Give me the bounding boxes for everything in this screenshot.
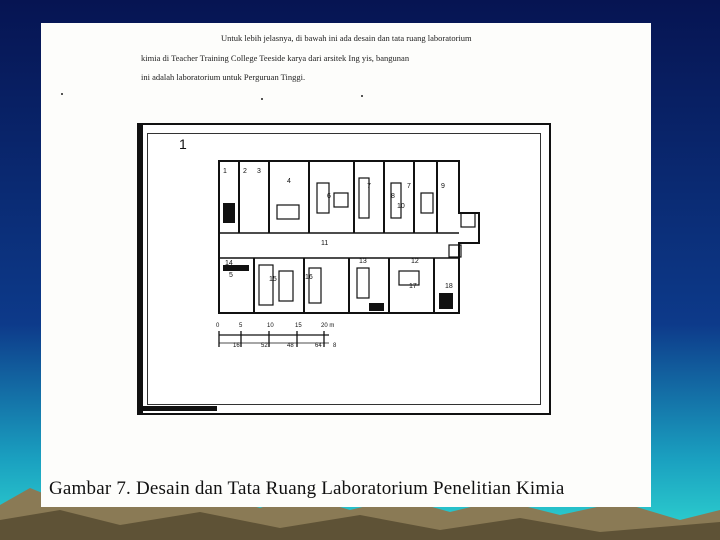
- svg-text:3: 3: [257, 168, 261, 175]
- intro-line-2: kimia di Teacher Training College Teeside karya dari arsitek Ing yis, bangunan: [141, 52, 410, 63]
- svg-text:13: 13: [359, 258, 367, 265]
- svg-text:10: 10: [397, 203, 405, 210]
- svg-text:18: 18: [445, 283, 453, 290]
- figure-caption: Gambar 7. Desain dan Tata Ruang Laboratorium Penelitian Kimia: [49, 478, 565, 499]
- floor-plan: [209, 153, 499, 378]
- scale-m-5: 5: [239, 323, 243, 329]
- scale-m-20: 20 m: [321, 323, 335, 329]
- scale-m-0: 0: [216, 323, 220, 329]
- scale-ft-4: 64: [315, 343, 322, 349]
- svg-text:16: 16: [305, 274, 313, 281]
- svg-text:17: 17: [409, 283, 417, 290]
- scale-m-10: 10: [267, 323, 274, 329]
- scale-ft-5: 8: [333, 343, 337, 349]
- svg-text:11: 11: [321, 240, 329, 247]
- intro-line-1: Untuk lebih jelasnya, di bawah ini ada desain dan tata ruang laboratorium: [221, 33, 472, 43]
- svg-text:15: 15: [269, 276, 277, 283]
- svg-text:7: 7: [367, 183, 371, 190]
- scale-ft-3: 48: [287, 343, 294, 349]
- scale-ft-1: 16: [233, 343, 240, 349]
- svg-text:8: 8: [391, 193, 395, 200]
- intro-paragraph: [141, 29, 621, 88]
- svg-text:6: 6: [327, 193, 331, 200]
- scan-shadow-bottom: [137, 406, 217, 411]
- svg-text:12: 12: [411, 258, 419, 265]
- svg-text:14: 14: [225, 260, 233, 267]
- scan-shadow-left: [137, 123, 143, 413]
- svg-text:4: 4: [287, 178, 291, 185]
- svg-text:2: 2: [243, 168, 247, 175]
- svg-text:9: 9: [441, 183, 445, 190]
- scale-m-15: 15: [295, 323, 302, 329]
- intro-line-3: ini adalah laboratorium untuk Perguruan Tinggi.: [141, 72, 306, 82]
- room-number: 1: [223, 168, 227, 175]
- svg-text:5: 5: [229, 272, 233, 279]
- document-page: [41, 23, 651, 507]
- scale-ft-2: 52: [261, 343, 268, 349]
- svg-text:7: 7: [407, 183, 411, 190]
- handwritten-mark: 1: [179, 136, 187, 152]
